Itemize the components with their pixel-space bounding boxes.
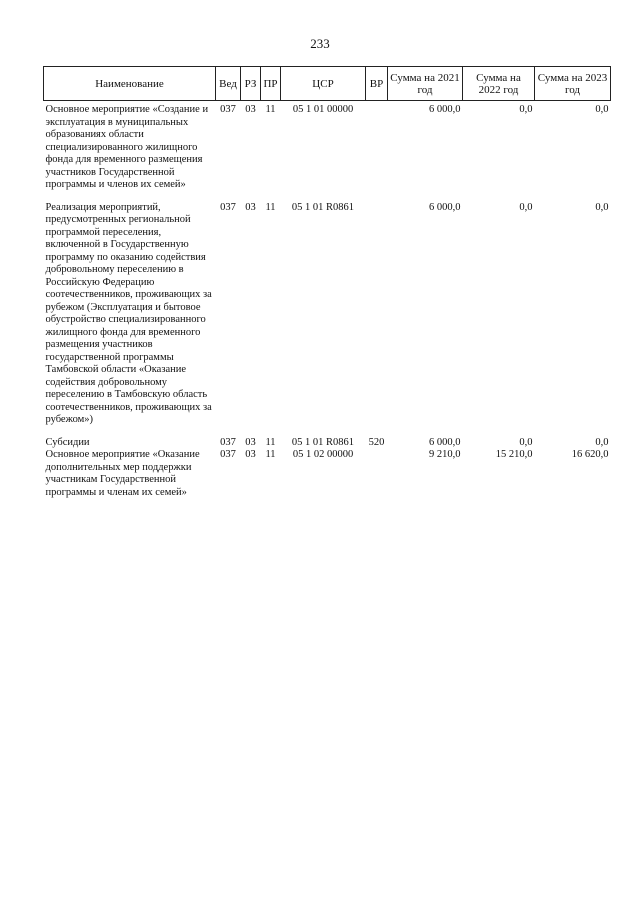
header-ved: Вед [216,67,241,101]
row-name: Основное мероприятие «Создание и эксплуатация в муниципальных образованиях области специализированного жилищного фонда для временного размещения участников Государственной программы и членов их семей» [45,104,209,190]
row-csr: 05 1 02 00000 [292,449,354,460]
row-sum-2023: 0,0 [595,436,609,448]
budget-table [43,66,611,499]
header-sum-2021: Сумма на 2021 год [388,67,463,101]
row-sum-2021: 9 210,0 [429,449,461,460]
row-ved: 037 [220,201,236,213]
row-sum-2021: 6 000,0 [429,104,461,115]
table-row [44,192,611,427]
row-sum-2021: 6 000,0 [429,201,461,213]
row-ved: 037 [220,104,236,115]
page-number: 233 [310,36,330,51]
row-name: Субсидии [45,436,90,448]
header-sum-2023: Сумма на 2023 год [535,67,611,101]
row-ved: 037 [220,436,236,448]
row-rz: 03 [245,104,256,115]
row-rz: 03 [245,449,256,460]
row-csr: 05 1 01 R0861 [291,436,355,448]
header-csr: ЦСР [281,67,366,101]
table-header-row [44,67,611,101]
header-sum-2022: Сумма на 2022 год [463,67,535,101]
row-sum-2022: 15 210,0 [495,449,533,460]
row-sum-2021: 6 000,0 [429,436,461,448]
row-sum-2022: 0,0 [519,436,533,448]
row-pr: 11 [265,201,276,213]
row-rz: 03 [245,436,256,448]
row-vr [366,192,388,427]
header-vr: ВР [366,67,388,101]
row-vr: 520 [368,436,385,448]
row-csr: 05 1 01 R0861 [291,201,355,213]
row-csr: 05 1 01 00000 [292,104,354,115]
header-name: Наименование [44,67,216,101]
row-sum-2023: 16 620,0 [571,449,609,460]
row-name: Реализация мероприятий, предусмотренных региональной программой переселения, включенной в Государственную программу по оказанию содействия добровольному переселению в Российскую Федерацию соотечественников, проживающих за рубежом (Эксплуатация и бытовое обустройство специализированного жилищного фонда для временного размещения участников государственной программы Тамбовской области «Оказание содействия добровольному переселению в Тамбовскую область соотечественников, проживающих за рубежом») [45,201,212,425]
table-row [44,427,611,450]
header-rz: РЗ [241,67,261,101]
header-pr: ПР [261,67,281,101]
row-sum-2022: 0,0 [519,201,533,213]
row-rz: 03 [245,201,256,213]
row-pr: 11 [265,449,276,460]
row-sum-2022: 0,0 [519,104,533,115]
table-row [44,101,611,192]
row-vr [366,101,388,192]
row-sum-2023: 0,0 [595,201,609,213]
row-sum-2023: 0,0 [595,104,609,115]
row-vr [366,449,388,499]
row-pr: 11 [265,436,276,448]
row-ved: 037 [220,449,236,460]
row-name: Основное мероприятие «Оказание дополнительных мер поддержки участникам Государственной программы и членам их семей» [45,449,200,498]
row-pr: 11 [265,104,276,115]
table-row [44,449,611,499]
